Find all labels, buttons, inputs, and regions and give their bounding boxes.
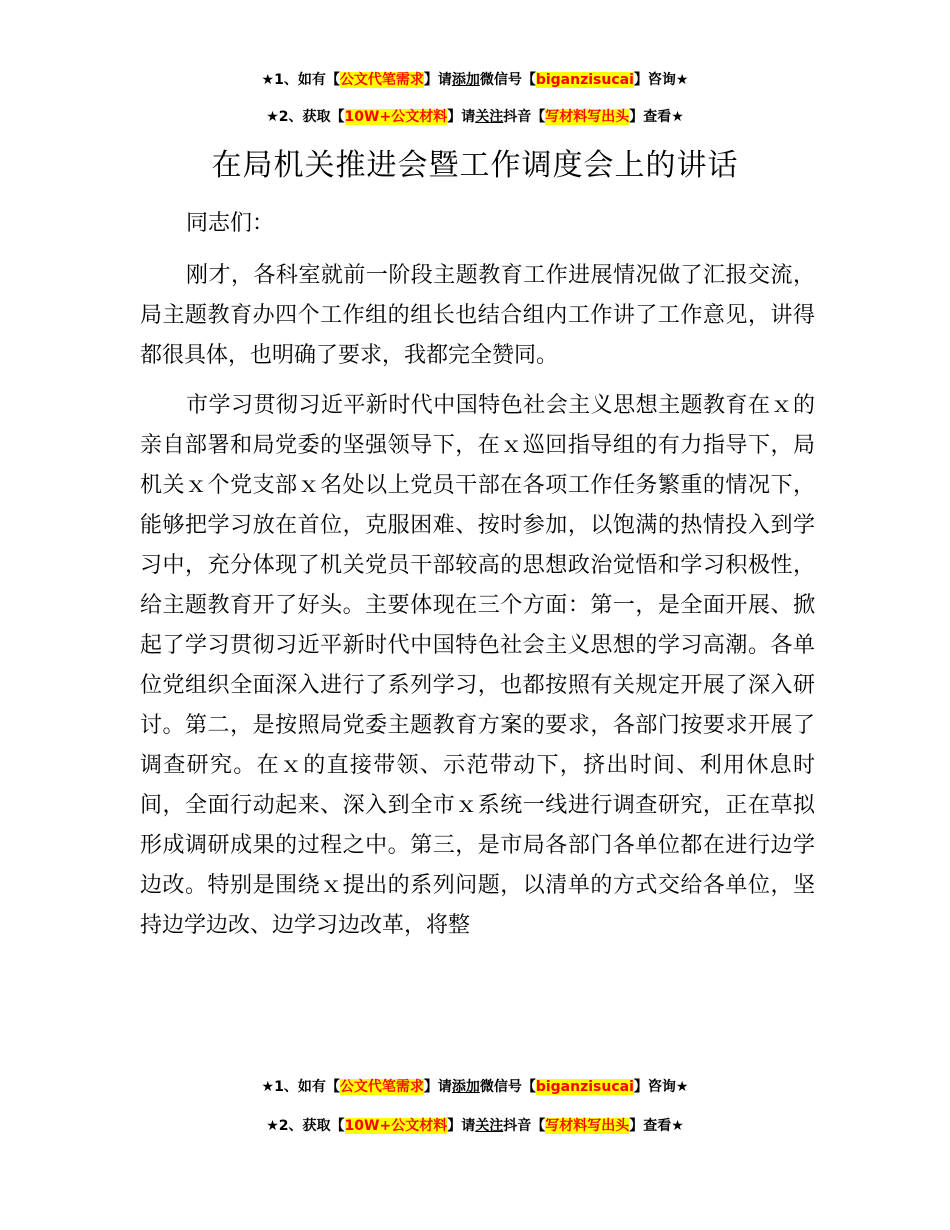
promo-underlined: 添加 [451,72,480,88]
promo-text: 抖音【 [503,109,546,125]
header-promo-line-1 [0,70,950,90]
promo-text: 微信号【 [479,1079,536,1095]
header-promo-line-2 [0,107,950,127]
paragraph-2: 市学习贯彻习近平新时代中国特色社会主义思想主题教育在ｘ的亲自部署和局党委的坚强领导下，在ｘ巡回指导组的有力指导下，局机关ｘ个党支部ｘ名处以上党员干部在各项工作任务繁重的情况下，能够把学习放在首位，克服困难、按时参加，以饱满的热情投入到学习中，充分体现了机关党员干部较高的思想政治觉悟和学习积极性，给主题教育开了好头。主要体现在三个方面：第一，是全面开展、掀起了学习贯彻习近平新时代中国特色社会主义思想的学习高潮。各单位党组织全面深入进行了系列学习，也都按照有关规定开展了深入研讨。第二，是按照局党委主题教育方案的要求，各部门按要求开展了调查研究。在ｘ的直接带领、示范带动下，挤出时间、利用休息时间，全面行动起来、深入到全市ｘ系统一线进行调查研究，正在草拟形成调研成果的过程之中。第三，是市局各部门各单位都在进行边学边改。特别是围绕ｘ提出的系列问题，以清单的方式交给各单位，坚持边学边改、边学习边改革，将整 [140,393,815,938]
promo-text: 】查看 [629,1118,672,1134]
promo-highlight: 10W+公文材料 [344,109,448,125]
star-icon: ★ [261,72,275,88]
promo-text: 】请 [447,109,476,125]
promo-wechat-id: biganzisucai [535,72,634,88]
footer-promo-line-2 [0,1116,950,1136]
star-icon: ★ [261,1079,275,1095]
greeting: 同志们： [186,211,275,236]
star-icon: ★ [671,1118,684,1134]
promo-highlight: 公文代笔需求 [339,1079,424,1095]
promo-text: 1、如有【 [274,1079,340,1095]
promo-text: 】请 [447,1118,476,1134]
promo-text: 微信号【 [479,72,536,88]
promo-wechat-id: biganzisucai [535,1079,634,1095]
paragraph-1: 刚才，各科室就前一阶段主题教育工作进展情况做了汇报交流，局主题教育办四个工作组的组长也结合组内工作讲了工作意见，讲得都很具体，也明确了要求，我都完全赞同。 [140,263,815,368]
document-title: 在局机关推进会暨工作调度会上的讲话 [211,148,739,183]
promo-text: 2、获取【 [278,109,345,125]
promo-text: 】请 [423,1079,452,1095]
promo-text: 】咨询 [633,72,676,88]
promo-text: 抖音【 [503,1118,546,1134]
star-icon: ★ [675,1079,689,1095]
document-body [140,256,815,956]
promo-text: 】请 [423,72,452,88]
promo-underlined: 关注 [475,109,504,125]
promo-highlight: 10W+公文材料 [344,1118,448,1134]
promo-douyin-account: 写材料写出头 [545,109,630,125]
star-icon: ★ [671,109,684,125]
star-icon: ★ [675,72,689,88]
promo-text: 】查看 [629,109,672,125]
star-icon: ★ [266,109,279,125]
promo-douyin-account: 写材料写出头 [545,1118,630,1134]
promo-underlined: 添加 [451,1079,480,1095]
promo-text: 】咨询 [633,1079,676,1095]
promo-underlined: 关注 [475,1118,504,1134]
star-icon: ★ [266,1118,279,1134]
promo-text: 1、如有【 [274,72,340,88]
footer-promo-line-1 [0,1077,950,1097]
promo-text: 2、获取【 [278,1118,345,1134]
promo-highlight: 公文代笔需求 [339,72,424,88]
